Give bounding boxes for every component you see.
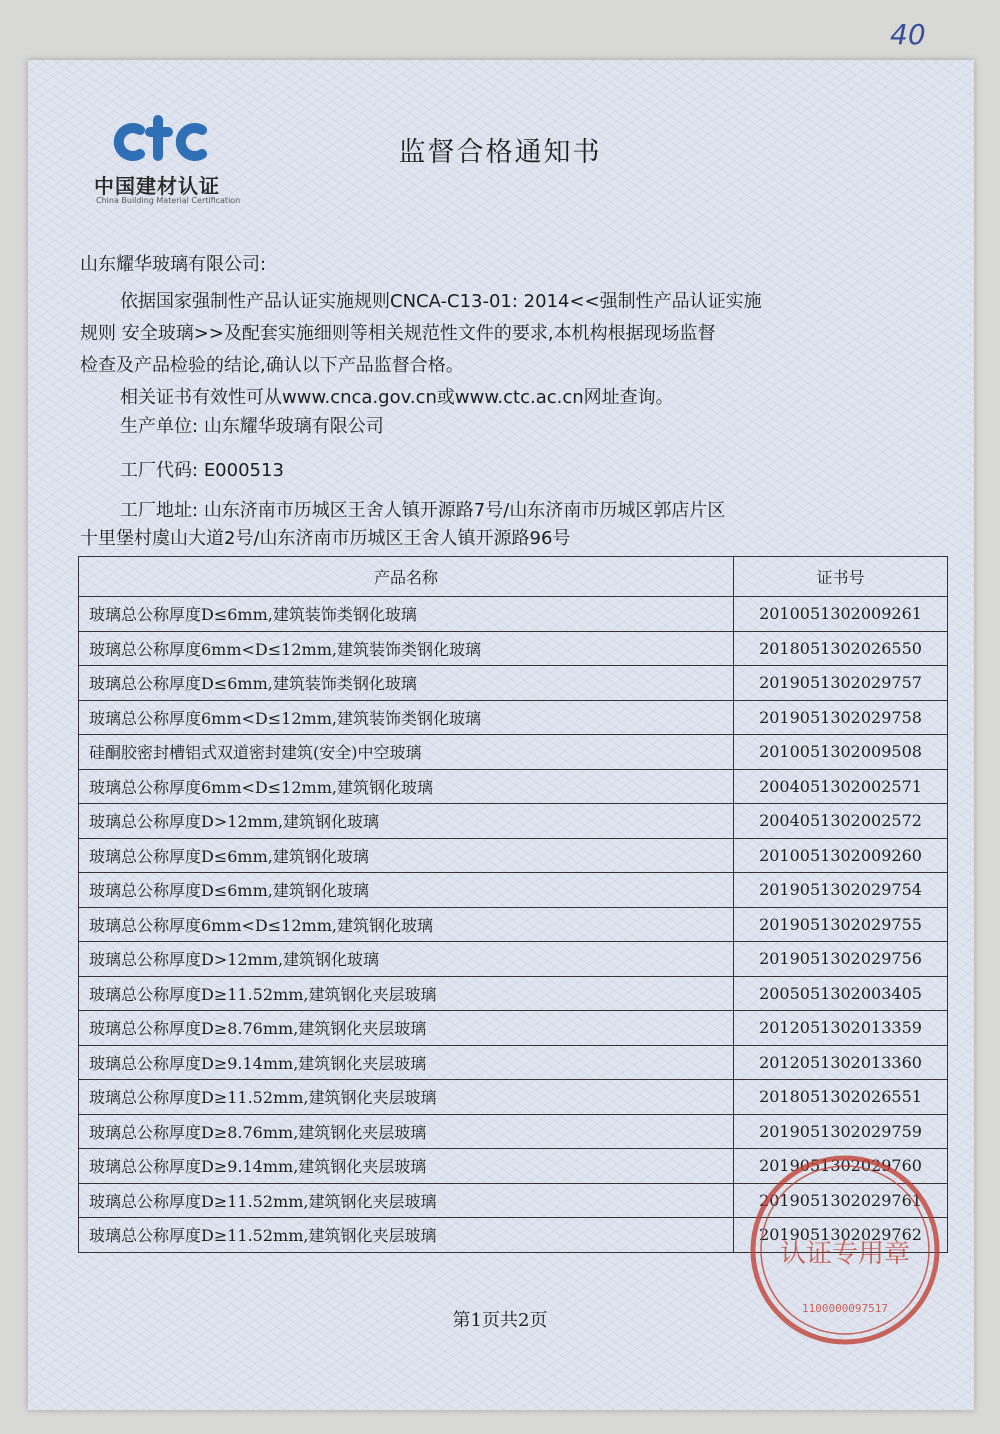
cert-number-cell: 2010051302009261 <box>734 597 948 632</box>
producer-label: 生产单位: <box>120 416 199 437</box>
cert-number-cell: 2004051302002572 <box>734 804 948 839</box>
cert-number-cell: 2019051302029758 <box>734 700 948 735</box>
cert-number-cell: 2018051302026550 <box>734 631 948 666</box>
table-row <box>79 1045 948 1080</box>
cert-number-cell: 2010051302009260 <box>734 838 948 873</box>
product-name-cell: 玻璃总公称厚度D≤6mm,建筑装饰类钢化玻璃 <box>79 597 734 632</box>
cert-number-cell: 2012051302013359 <box>734 1011 948 1046</box>
product-name-cell: 玻璃总公称厚度D≤6mm,建筑钢化玻璃 <box>79 838 734 873</box>
product-name-cell: 玻璃总公称厚度D>12mm,建筑钢化玻璃 <box>79 942 734 977</box>
cert-number-cell: 2019051302029759 <box>734 1114 948 1149</box>
product-name-cell: 玻璃总公称厚度D≥11.52mm,建筑钢化夹层玻璃 <box>79 1218 734 1253</box>
document-title: 监督合格通知书 <box>398 137 602 168</box>
body-line-2: 规则 安全玻璃>>及配套实施细则等相关规范性文件的要求,本机构根据现场监督 <box>80 323 716 344</box>
factory-address-value-1: 山东济南市历城区王舍人镇开源路7号/山东济南市历城区郭店片区 <box>203 500 726 521</box>
seal-number: 1100000097517 <box>801 1302 889 1315</box>
product-name-cell: 玻璃总公称厚度6mm<D≤12mm,建筑装饰类钢化玻璃 <box>79 700 734 735</box>
table-row <box>79 769 948 804</box>
table-row <box>79 1080 948 1115</box>
cert-number-cell: 2010051302009508 <box>734 735 948 770</box>
table-row <box>79 873 948 908</box>
cert-number-cell: 2019051302029761 <box>734 1183 948 1218</box>
table-row <box>79 838 948 873</box>
table-row <box>79 666 948 701</box>
cert-number-cell: 2005051302003405 <box>734 976 948 1011</box>
cert-number-cell: 2019051302029756 <box>734 942 948 977</box>
handwritten-page-number: 40 <box>890 18 926 51</box>
factory-code-value: E000513 <box>203 460 284 481</box>
product-name-cell: 硅酮胶密封槽铝式双道密封建筑(安全)中空玻璃 <box>79 735 734 770</box>
producer-value: 山东耀华玻璃有限公司 <box>203 416 384 437</box>
product-name-cell: 玻璃总公称厚度D≤6mm,建筑钢化玻璃 <box>79 873 734 908</box>
table-row <box>79 597 948 632</box>
product-name-cell: 玻璃总公称厚度D≥11.52mm,建筑钢化夹层玻璃 <box>79 976 734 1011</box>
table-row <box>79 907 948 942</box>
factory-address-label: 工厂地址: <box>120 500 199 521</box>
product-name-cell: 玻璃总公称厚度6mm<D≤12mm,建筑钢化玻璃 <box>79 907 734 942</box>
cert-number-cell: 2004051302002571 <box>734 769 948 804</box>
cert-number-cell: 2019051302029755 <box>734 907 948 942</box>
certification-seal <box>745 1150 945 1350</box>
product-name-cell: 玻璃总公称厚度6mm<D≤12mm,建筑钢化玻璃 <box>79 769 734 804</box>
page-indicator: 第1页共2页 <box>452 1310 548 1331</box>
addressee: 山东耀华玻璃有限公司: <box>80 254 267 275</box>
cert-number-cell: 2019051302029757 <box>734 666 948 701</box>
factory-address-line-1 <box>120 496 725 522</box>
cert-number-cell: 2018051302026551 <box>734 1080 948 1115</box>
product-name-cell: 玻璃总公称厚度D≥9.14mm,建筑钢化夹层玻璃 <box>79 1045 734 1080</box>
product-name-cell: 玻璃总公称厚度D≥11.52mm,建筑钢化夹层玻璃 <box>79 1183 734 1218</box>
factory-address-line-2: 十里堡村虞山大道2号/山东济南市历城区王舍人镇开源路96号 <box>80 528 571 549</box>
table-row <box>79 1114 948 1149</box>
table-row <box>79 942 948 977</box>
seal-center-text: 认证专用章 <box>779 1239 911 1269</box>
body-line-4: 相关证书有效性可从www.cnca.gov.cn或www.ctc.ac.cn网址查询。 <box>120 387 674 408</box>
cert-number-cell: 2019051302029760 <box>734 1149 948 1184</box>
cert-number-cell: 2012051302013360 <box>734 1045 948 1080</box>
product-name-cell: 玻璃总公称厚度D≤6mm,建筑装饰类钢化玻璃 <box>79 666 734 701</box>
table-row <box>79 631 948 666</box>
producer-line <box>120 412 384 438</box>
header-product-name: 产品名称 <box>79 557 734 597</box>
factory-code-line <box>120 456 284 482</box>
table-row <box>79 1011 948 1046</box>
logo-name-cn: 中国建材认证 <box>94 174 220 198</box>
product-table <box>78 556 948 1253</box>
product-name-cell: 玻璃总公称厚度D>12mm,建筑钢化玻璃 <box>79 804 734 839</box>
product-name-cell: 玻璃总公称厚度D≥11.52mm,建筑钢化夹层玻璃 <box>79 1080 734 1115</box>
cert-number-cell: 2019051302029762 <box>734 1218 948 1253</box>
header-cert-number: 证书号 <box>734 557 948 597</box>
logo-name-en: China Building Material Certification <box>96 196 241 205</box>
product-name-cell: 玻璃总公称厚度D≥8.76mm,建筑钢化夹层玻璃 <box>79 1011 734 1046</box>
product-name-cell: 玻璃总公称厚度6mm<D≤12mm,建筑装饰类钢化玻璃 <box>79 631 734 666</box>
body-line-3: 检查及产品检验的结论,确认以下产品监督合格。 <box>80 355 464 376</box>
product-name-cell: 玻璃总公称厚度D≥9.14mm,建筑钢化夹层玻璃 <box>79 1149 734 1184</box>
table-row <box>79 804 948 839</box>
product-name-cell: 玻璃总公称厚度D≥8.76mm,建筑钢化夹层玻璃 <box>79 1114 734 1149</box>
factory-code-label: 工厂代码: <box>120 460 199 481</box>
table-header-row <box>79 557 948 597</box>
body-paragraph <box>80 286 940 414</box>
cert-number-cell: 2019051302029754 <box>734 873 948 908</box>
table-row <box>79 700 948 735</box>
table-row <box>79 735 948 770</box>
table-row <box>79 976 948 1011</box>
body-line-1: 依据国家强制性产品认证实施规则CNCA-C13-01: 2014<<强制性产品认证实施 <box>120 291 762 312</box>
